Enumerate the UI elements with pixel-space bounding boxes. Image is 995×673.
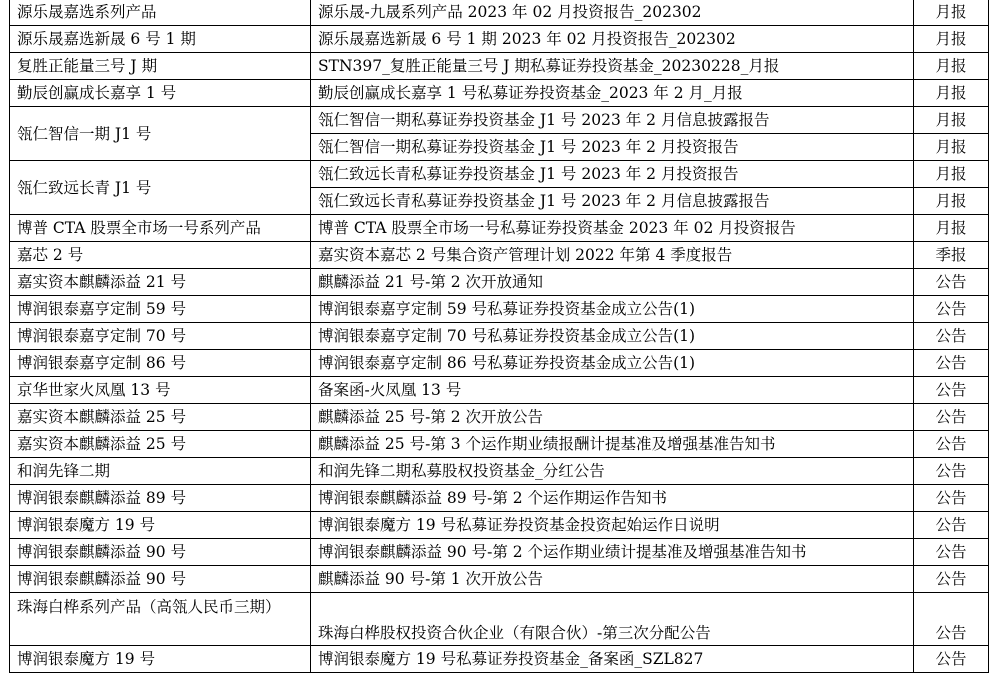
product-name-cell: 瓴仁智信一期 J1 号 bbox=[10, 107, 311, 161]
document-title-cell: 麒麟添益 21 号-第 2 次开放通知 bbox=[311, 269, 914, 296]
document-title-cell: 源乐晟-九晟系列产品 2023 年 02 月投资报告_202302 bbox=[311, 0, 914, 26]
document-title-cell: 瓴仁致远长青私募证券投资基金 J1 号 2023 年 2 月投资报告 bbox=[311, 161, 914, 188]
report-type-cell: 月报 bbox=[914, 215, 989, 242]
product-name-cell: 博普 CTA 股票全市场一号系列产品 bbox=[10, 215, 311, 242]
document-title-cell: 麒麟添益 90 号-第 1 次开放公告 bbox=[311, 566, 914, 593]
table-row bbox=[10, 26, 989, 53]
product-name-cell: 嘉实资本麒麟添益 21 号 bbox=[10, 269, 311, 296]
report-type-cell: 月报 bbox=[914, 53, 989, 80]
product-name-cell: 博润银泰嘉亨定制 86 号 bbox=[10, 350, 311, 377]
document-title-cell: STN397_复胜正能量三号 J 期私募证券投资基金_20230228_月报 bbox=[311, 53, 914, 80]
table-row bbox=[10, 512, 989, 539]
document-title-cell: 博润银泰嘉亨定制 86 号私募证券投资基金成立公告(1) bbox=[311, 350, 914, 377]
report-type-cell: 公告 bbox=[914, 485, 989, 512]
report-type-cell: 月报 bbox=[914, 107, 989, 134]
product-name-cell: 嘉芯 2 号 bbox=[10, 242, 311, 269]
document-title-cell: 博润银泰嘉亨定制 59 号私募证券投资基金成立公告(1) bbox=[311, 296, 914, 323]
document-title-cell: 博润银泰嘉亨定制 70 号私募证券投资基金成立公告(1) bbox=[311, 323, 914, 350]
report-type-cell: 公告 bbox=[914, 431, 989, 458]
document-title-cell: 博润银泰魔方 19 号私募证券投资基金投资起始运作日说明 bbox=[311, 512, 914, 539]
report-type-cell: 公告 bbox=[914, 539, 989, 566]
document-title-cell: 博润银泰麒麟添益 90 号-第 2 个运作期业绩计提基准及增强基准告知书 bbox=[311, 539, 914, 566]
table-row bbox=[10, 431, 989, 458]
table-row bbox=[10, 458, 989, 485]
report-type-cell: 公告 bbox=[914, 566, 989, 593]
table-row bbox=[10, 296, 989, 323]
table-row bbox=[10, 323, 989, 350]
document-title-cell: 麒麟添益 25 号-第 3 个运作期业绩报酬计提基准及增强基准告知书 bbox=[311, 431, 914, 458]
product-name-cell: 博润银泰魔方 19 号 bbox=[10, 512, 311, 539]
report-type-cell: 公告 bbox=[914, 512, 989, 539]
table-row bbox=[10, 269, 989, 296]
table-row bbox=[10, 539, 989, 566]
report-type-cell: 公告 bbox=[914, 323, 989, 350]
product-name-cell: 源乐晟嘉选系列产品 bbox=[10, 0, 311, 26]
product-name-cell: 源乐晟嘉选新晟 6 号 1 期 bbox=[10, 26, 311, 53]
product-name-cell: 和润先锋二期 bbox=[10, 458, 311, 485]
report-type-cell: 月报 bbox=[914, 26, 989, 53]
product-name-cell: 博润银泰麒麟添益 89 号 bbox=[10, 485, 311, 512]
table-row bbox=[10, 80, 989, 107]
table-row bbox=[10, 107, 989, 134]
table-row bbox=[10, 53, 989, 80]
document-title-cell: 和润先锋二期私募股权投资基金_分红公告 bbox=[311, 458, 914, 485]
table-row bbox=[10, 485, 989, 512]
report-type-cell: 月报 bbox=[914, 134, 989, 161]
document-title-cell: 珠海白桦股权投资合伙企业（有限合伙）-第三次分配公告 bbox=[311, 593, 914, 646]
product-name-cell: 博润银泰嘉亨定制 59 号 bbox=[10, 296, 311, 323]
document-title-cell: 源乐晟嘉选新晟 6 号 1 期 2023 年 02 月投资报告_202302 bbox=[311, 26, 914, 53]
product-name-cell: 京华世家火凤凰 13 号 bbox=[10, 377, 311, 404]
table-row bbox=[10, 0, 989, 26]
product-name-cell: 复胜正能量三号 J 期 bbox=[10, 53, 311, 80]
product-name-cell: 博润银泰嘉亨定制 70 号 bbox=[10, 323, 311, 350]
disclosure-table-body bbox=[10, 0, 989, 673]
table-row bbox=[10, 646, 989, 673]
report-type-cell: 月报 bbox=[914, 80, 989, 107]
product-name-cell: 博润银泰麒麟添益 90 号 bbox=[10, 566, 311, 593]
product-name-cell: 瓴仁致远长青 J1 号 bbox=[10, 161, 311, 215]
product-name-cell: 博润银泰魔方 19 号 bbox=[10, 646, 311, 673]
table-row bbox=[10, 593, 989, 646]
document-title-cell: 勤辰创赢成长嘉享 1 号私募证券投资基金_2023 年 2 月_月报 bbox=[311, 80, 914, 107]
report-type-cell: 公告 bbox=[914, 350, 989, 377]
product-name-cell: 珠海白桦系列产品（高瓴人民币三期） bbox=[10, 593, 311, 646]
product-name-cell: 嘉实资本麒麟添益 25 号 bbox=[10, 404, 311, 431]
table-row bbox=[10, 350, 989, 377]
report-type-cell: 月报 bbox=[914, 188, 989, 215]
report-type-cell: 月报 bbox=[914, 0, 989, 26]
document-title-cell: 博润银泰麒麟添益 89 号-第 2 个运作期运作告知书 bbox=[311, 485, 914, 512]
report-type-cell: 月报 bbox=[914, 161, 989, 188]
report-type-cell: 公告 bbox=[914, 404, 989, 431]
document-title-cell: 瓴仁智信一期私募证券投资基金 J1 号 2023 年 2 月投资报告 bbox=[311, 134, 914, 161]
product-name-cell: 勤辰创赢成长嘉享 1 号 bbox=[10, 80, 311, 107]
table-row bbox=[10, 215, 989, 242]
table-row bbox=[10, 242, 989, 269]
report-type-cell: 公告 bbox=[914, 458, 989, 485]
disclosure-table bbox=[9, 0, 989, 673]
table-row bbox=[10, 377, 989, 404]
document-title-cell: 备案函-火凤凰 13 号 bbox=[311, 377, 914, 404]
document-title-cell: 博普 CTA 股票全市场一号私募证券投资基金 2023 年 02 月投资报告 bbox=[311, 215, 914, 242]
table-row bbox=[10, 566, 989, 593]
report-type-cell: 公告 bbox=[914, 646, 989, 673]
report-type-cell: 公告 bbox=[914, 269, 989, 296]
report-type-cell: 公告 bbox=[914, 296, 989, 323]
document-title-cell: 嘉实资本嘉芯 2 号集合资产管理计划 2022 年第 4 季度报告 bbox=[311, 242, 914, 269]
report-type-cell: 公告 bbox=[914, 593, 989, 646]
report-type-cell: 公告 bbox=[914, 377, 989, 404]
document-title-cell: 麒麟添益 25 号-第 2 次开放公告 bbox=[311, 404, 914, 431]
table-row bbox=[10, 161, 989, 188]
table-row bbox=[10, 404, 989, 431]
product-name-cell: 博润银泰麒麟添益 90 号 bbox=[10, 539, 311, 566]
report-type-cell: 季报 bbox=[914, 242, 989, 269]
document-title-cell: 博润银泰魔方 19 号私募证券投资基金_备案函_SZL827 bbox=[311, 646, 914, 673]
product-name-cell: 嘉实资本麒麟添益 25 号 bbox=[10, 431, 311, 458]
document-title-cell: 瓴仁致远长青私募证券投资基金 J1 号 2023 年 2 月信息披露报告 bbox=[311, 188, 914, 215]
document-title-cell: 瓴仁智信一期私募证券投资基金 J1 号 2023 年 2 月信息披露报告 bbox=[311, 107, 914, 134]
